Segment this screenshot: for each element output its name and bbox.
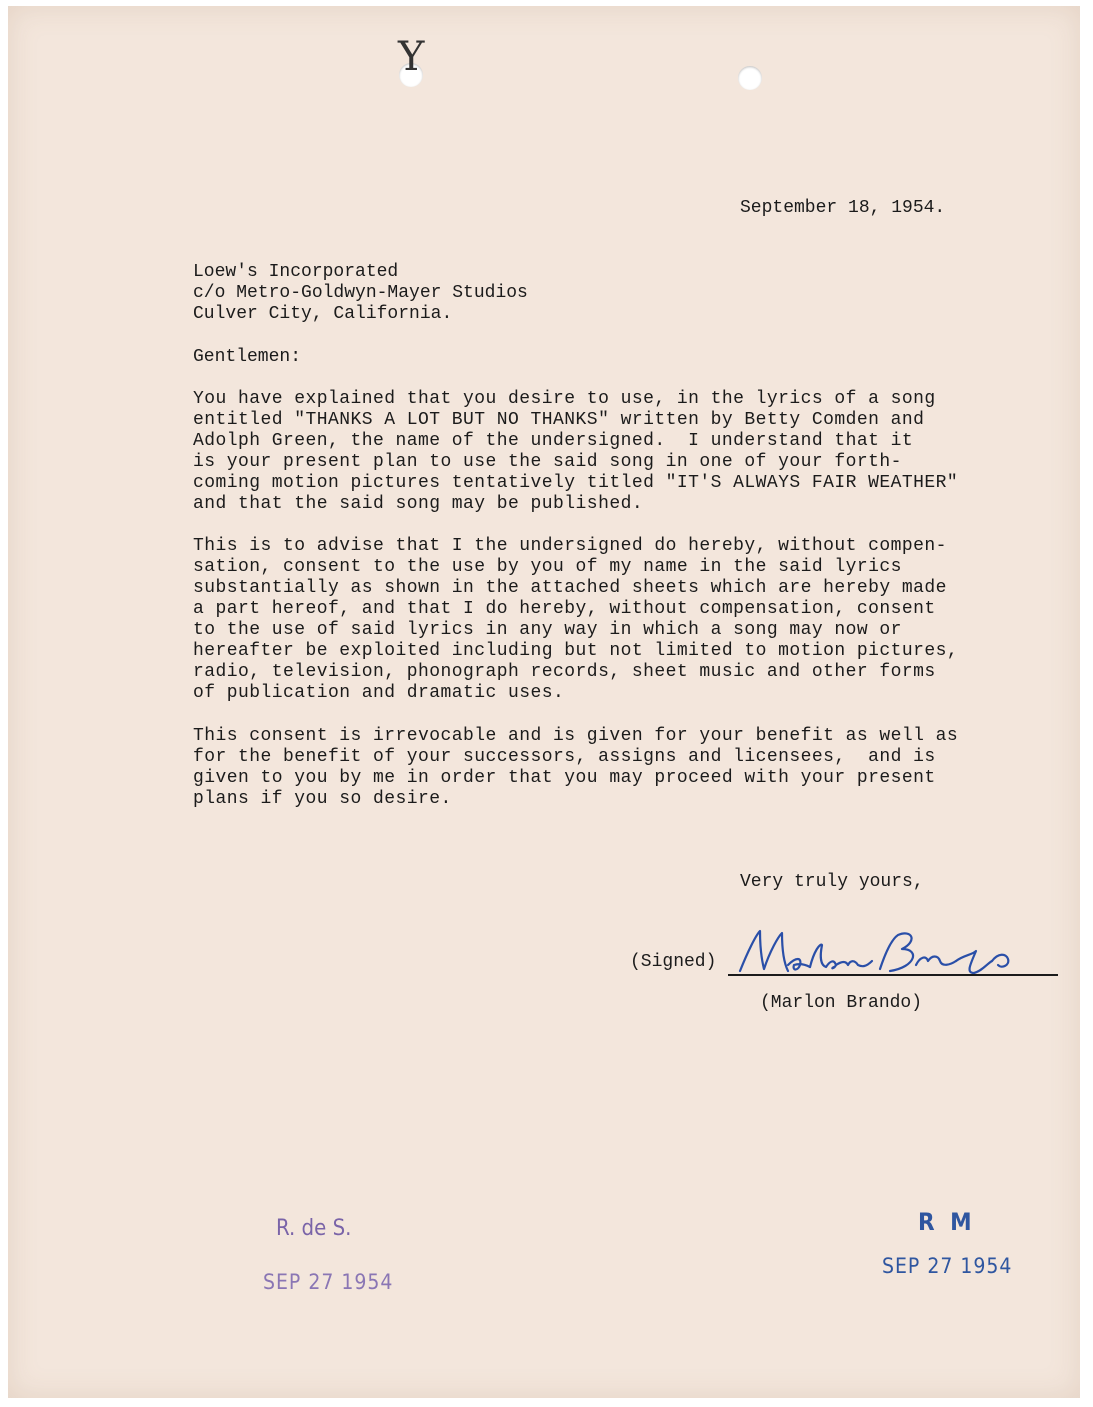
- body-line: radio, television, phonograph records, sheet music and other forms: [193, 662, 936, 682]
- body-line: coming motion pictures tentatively titled "IT'S ALWAYS FAIR WEATHER": [193, 473, 959, 493]
- body-line: substantially as shown in the attached sheets which are hereby made: [193, 578, 947, 598]
- letter-date: September 18, 1954.: [740, 198, 946, 218]
- body-line: hereafter be exploited including but not limited to motion pictures,: [193, 641, 959, 661]
- body-line: This is to advise that I the undersigned do hereby, without compen-: [193, 536, 947, 556]
- salutation: Gentlemen:: [193, 347, 302, 367]
- signed-label: (Signed): [630, 952, 717, 972]
- body-line: is your present plan to use the said song in one of your forth-: [193, 452, 902, 472]
- letter-page: [8, 6, 1080, 1398]
- body-line: for the benefit of your successors, assigns and licensees, and is: [193, 747, 936, 767]
- body-line: a part hereof, and that I do hereby, without compensation, consent: [193, 599, 936, 619]
- body-line: sation, consent to the use by you of my name in the said lyrics: [193, 557, 902, 577]
- body-line: to the use of said lyrics in any way in which a song may now or: [193, 620, 902, 640]
- body-line: plans if you so desire.: [193, 789, 452, 809]
- body-line: and that the said song may be published.: [193, 494, 644, 514]
- address-line: Culver City, California.: [193, 304, 453, 324]
- body-line: This consent is irrevocable and is given for your benefit as well as: [193, 726, 959, 746]
- body-line: of publication and dramatic uses.: [193, 683, 565, 703]
- stamp-initials: R. de S.: [276, 1216, 352, 1241]
- body-line: given to you by me in order that you may proceed with your present: [193, 768, 936, 788]
- handwritten-mark: Y: [398, 34, 425, 80]
- address-line: c/o Metro-Goldwyn-Mayer Studios: [193, 283, 528, 303]
- body-line: entitled "THANKS A LOT BUT NO THANKS" written by Betty Comden and: [193, 410, 925, 430]
- typed-signatory-name: (Marlon Brando): [760, 993, 923, 1013]
- body-line: You have explained that you desire to use, in the lyrics of a song: [193, 389, 936, 409]
- stamp-initials: R M: [918, 1208, 976, 1236]
- body-line: Adolph Green, the name of the undersigned. I understand that it: [193, 431, 914, 451]
- punch-hole-right: [738, 66, 762, 90]
- stamp-date: SEP 27 1954: [263, 1270, 394, 1294]
- address-line: Loew's Incorporated: [193, 262, 399, 282]
- signature-line: [728, 974, 1058, 976]
- closing: Very truly yours,: [740, 872, 924, 892]
- stamp-date: SEP 27 1954: [882, 1254, 1013, 1278]
